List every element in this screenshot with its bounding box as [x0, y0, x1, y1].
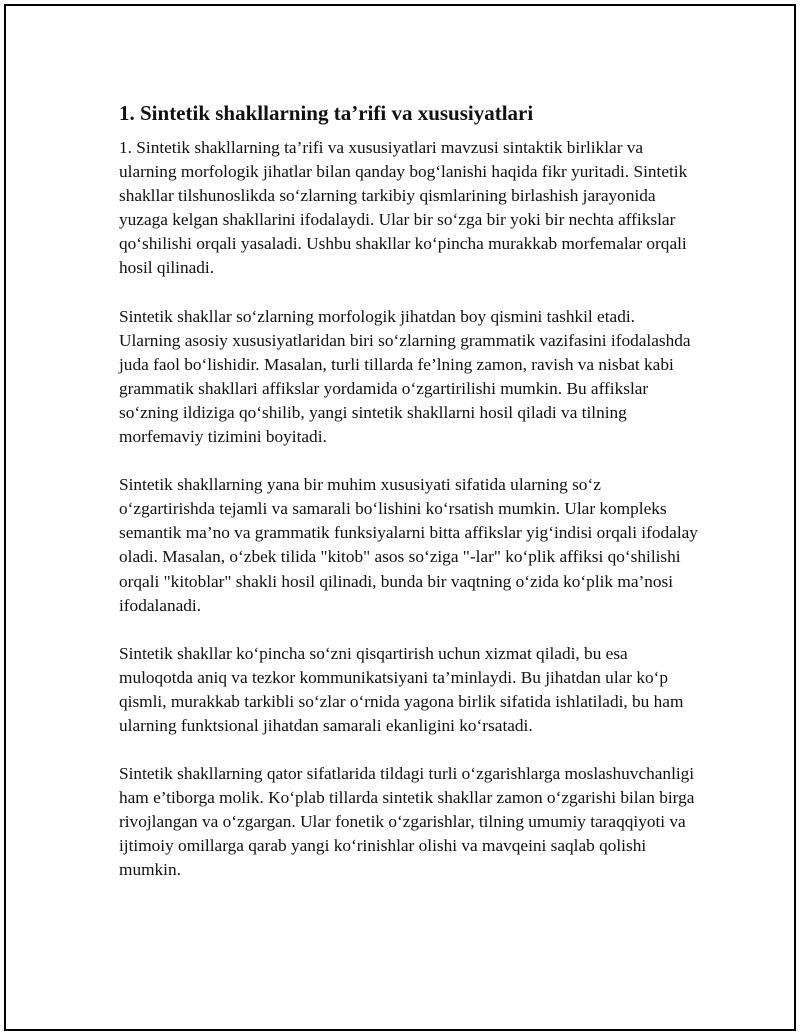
paragraph-3: Sintetik shakllarning yana bir muhim xususiyati sifatida ularning so‘z o‘zgartirishda tejamli va samarali bo‘lishini ko‘rsatish mumkin. Ular kompleks semantik ma’no va grammatik funksiyalarni bitta affikslar yig‘indisi orqali ifodalay oladi. Masalan, o‘zbek tilida "kitob" asos so‘ziga "-lar" ko‘plik affiksi qo‘shilishi orqali "kitoblar" shakli hosil qilinadi, bunda bir vaqtning o‘zida ko‘plik ma’nosi ifodalanadi.: [119, 475, 698, 615]
document-body: [119, 100, 699, 907]
paragraph-4: Sintetik shakllar ko‘pincha so‘zni qisqartirish uchun xizmat qiladi, bu esa muloqotda aniq va tezkor kommunikatsiyani ta’minlaydi. Bu jihatdan ular ko‘p qismli, murakkab tarkibli so‘zlar o‘rnida yagona birlik sifatida ishlatiladi, bu ham ularning funktsional jihatdan samarali ekanligini ko‘rsatadi.: [119, 643, 684, 735]
paragraph-5: Sintetik shakllarning qator sifatlarida tildagi turli o‘zgarishlarga moslashuvchanligi ham e’tiborga molik. Ko‘plab tillarda sintetik shakllar zamon o‘zgarishi bilan birga rivojlangan va o‘zgargan. Ular fonetik o‘zgarishlar, tilning umumiy taraqqiyoti va ijtimoiy omillarga qarab yangi ko‘rinishlar olishi va mavqeini saqlab qolishi mumkin.: [119, 764, 695, 880]
section-heading: 1. Sintetik shakllarning ta’rifi va xususiyatlari: [119, 101, 534, 125]
page-frame: [4, 4, 796, 1031]
paragraph-1: 1. Sintetik shakllarning ta’rifi va xususiyatlari mavzusi sintaktik birliklar va ularning morfologik jihatlar bilan qanday bog‘lanishi haqida fikr yuritadi. Sintetik shakllar tilshunoslikda so‘zlarning tarkibiy qismlarining birlashish jarayonida yuzaga kelgan shakllarini ifodalaydi. Ular bir so‘zga bir yoki bir nechta affikslar qo‘shilishi orqali yasaladi. Ushbu shakllar ko‘pincha murakkab morfemalar orqali hosil qilinadi.: [119, 138, 688, 278]
paragraph-2: Sintetik shakllar so‘zlarning morfologik jihatdan boy qismini tashkil etadi. Ularning asosiy xususiyatlaridan biri so‘zlarning grammatik vazifasini ifodalashda juda faol bo‘lishidir. Masalan, turli tillarda fe’lning zamon, ravish va nisbat kabi grammatik shakllari affikslar yordamida o‘zgartirilishi mumkin. Bu affikslar so‘zning ildiziga qo‘shilib, yangi sintetik shakllarni hosil qiladi va tilning morfemaviy tizimini boyitadi.: [119, 306, 691, 447]
